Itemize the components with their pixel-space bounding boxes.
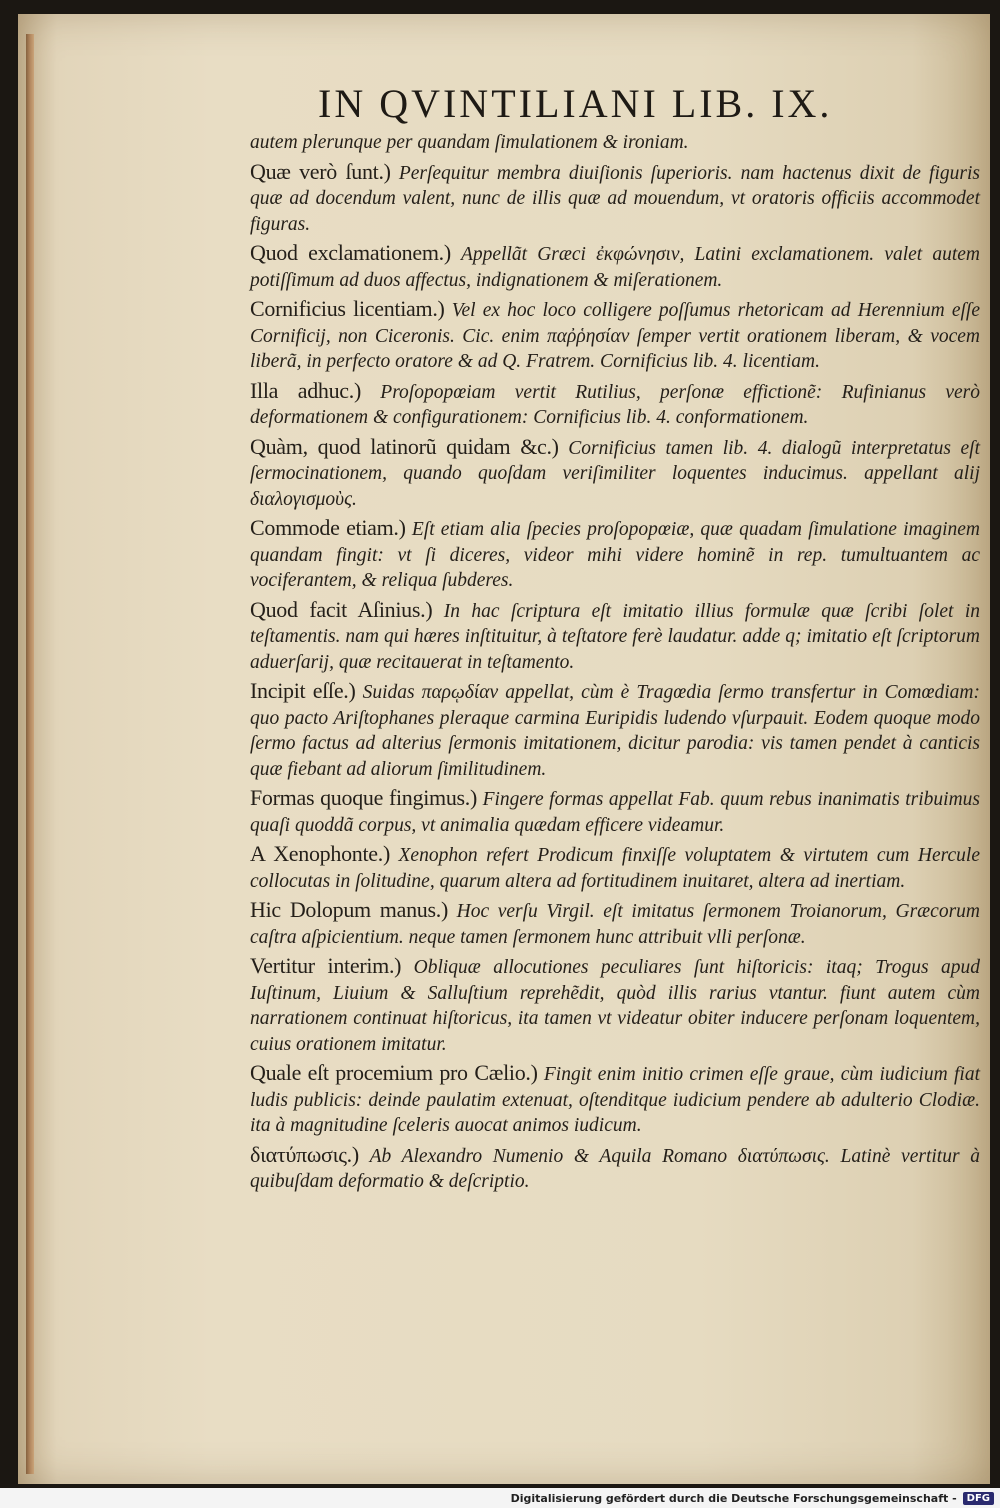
- entry-lemma: Hic Dolopum manus.): [250, 897, 448, 922]
- entry-lemma: διατύπωσις.): [250, 1141, 359, 1167]
- entry-commentary: Suidas παρῳδίαν appellat, cùm è Tragœdia ſermo transfertur in Comœdiam: quo pacto Ariſtophanes pleraque carmina Euripidis ludendo vſurpauit. Eodem quoque modo ſermo factus ad alterius ſermonis imitationem, dicitur parodia: vis tamen pendet à canticis quæ fiebant ad aliorum ſimilitudinem.: [250, 682, 981, 780]
- entry-commentary: Vel ex hoc loco colligere poſſumus rhetoricam ad Herennium eſſe Cornificij, non Ciceronis. Cic. enim παῤῥησίαν ſemper vertit orationem liberam, & vocem liberã, in perfecto oratore & ad Q. Fratrem. Cornificius lib. 4. licentiam.: [250, 300, 981, 372]
- digitization-footer: [0, 1488, 1000, 1508]
- entry-commentary: Ab Alexandro Numenio & Aquila Romano διατύπωσις. Latinè vertitur à quibuſdam deformatio & deſcriptio.: [250, 1145, 980, 1192]
- entry-commentary: Perſequitur membra diuiſionis ſuperioris. nam hactenus dixit de figuris quæ ad docendum valent, nunc de illis quæ ad mouendum, vt oratoris officiis accommodet figuras.: [250, 162, 980, 235]
- entry: [250, 1142, 980, 1195]
- entry: [250, 597, 980, 676]
- entry-lemma: Vertitur interim.): [250, 953, 402, 978]
- entry: [250, 378, 980, 431]
- entry-commentary: Xenophon refert Prodicum finxiſſe voluptatem & virtutem cum Hercule collocutas in ſolitudine, quarum altera ad fortitudinem inuitaret, altera ad inertiam.: [250, 845, 980, 892]
- entry: [250, 785, 980, 838]
- entry-lemma: Cornificius licentiam.): [250, 296, 445, 321]
- continuation-line: autem plerunque per quandam ſimulationem & ironiam.: [250, 132, 689, 153]
- funding-credit: Digitalisierung gefördert durch die Deutsche Forschungsgemeinschaft -: [510, 1491, 957, 1505]
- entry-lemma: Quàm, quod latinorũ quidam &c.): [250, 433, 559, 459]
- entry: [250, 953, 980, 1057]
- entry: [250, 434, 980, 513]
- entry-commentary: Cornificius tamen lib. 4. dialogũ interpretatus eſt ſermocinationem, quando quoſdam veriſimiliter loquentes inducimus. appellant alij διαλογισμοὺς.: [250, 437, 980, 510]
- entry-commentary: Fingere formas appellat Fab. quum rebus inanimatis tribuimus quaſi quoddã corpus, vt animalia quædam efficere videamur.: [250, 789, 981, 836]
- entry-lemma: A Xenophonte.): [250, 841, 390, 866]
- entry: [250, 897, 980, 950]
- running-head: IN QVINTILIANI LIB. IX.: [318, 81, 833, 126]
- entry-commentary: Appellãt Græci ἐκφώνησιν, Latini exclamationem. valet autem potiſſimum ad duos affectus, indignationem & miſerationem.: [250, 244, 980, 291]
- entry-commentary: Proſopopœiam vertit Rutilius, perſonæ effictionẽ: Rufinianus verò deformationem & configurationem: Cornificius lib. 4. conformationem.: [250, 381, 981, 428]
- entry-lemma: Quæ verò ſunt.): [250, 158, 391, 184]
- entry-commentary: Obliquæ allocutiones peculiares ſunt hiſtoricis: itaq; Trogus apud Iuſtinum, Liuium & Salluſtium reprehẽdit, quòd illis rarius vtantur. fiunt autem cùm narrationem continuat hiſtoricus, ita tamen vt videatur obiter inducere perſonam loquentem, cuius orationem imitatur.: [250, 957, 980, 1055]
- dfg-logo: DFG: [963, 1492, 994, 1505]
- entry: [250, 159, 980, 238]
- page-gutter-edge: [26, 34, 34, 1474]
- entry-lemma: Quod facit Aſinius.): [250, 596, 433, 622]
- entry: [250, 240, 980, 293]
- entry-lemma: Commode etiam.): [250, 515, 406, 540]
- entry: [250, 296, 980, 375]
- entry-commentary: Hoc verſu Virgil. eſt imitatus ſermonem Troianorum, Græcorum caſtra aſpicientium. neque tamen ſermonem hunc attribuit vlli perſonæ.: [250, 901, 980, 948]
- entry-lemma: Formas quoque fingimus.): [250, 785, 478, 810]
- entry-commentary: Fingit enim initio crimen eſſe graue, cùm iudicium fiat ludis publicis: deinde paulatim extenuat, oſtenditque iudicium pendere ab adulterio Clodiæ. ita à magnitudine ſceleris auocat animos iudicum.: [250, 1064, 981, 1136]
- entry: [250, 841, 980, 894]
- entry: [250, 1060, 980, 1139]
- entry-lemma: Incipit eſſe.): [250, 678, 356, 703]
- entry-lemma: Illa adhuc.): [250, 377, 361, 403]
- entry: [250, 678, 980, 782]
- entry-lemma: Quale eſt procemium pro Cælio.): [250, 1060, 538, 1085]
- commentary-text: [250, 130, 980, 1198]
- entry-commentary: Eſt etiam alia ſpecies proſopopœiæ, quæ quadam ſimulatione imaginem quandam fingit: vt ſi diceres, videor mihi videre hominẽ in rep. tumultuantem ac vociferantem, & reliqua ſubderes.: [250, 519, 981, 591]
- entry: [250, 515, 980, 594]
- entry-lemma: Quod exclamationem.): [250, 240, 451, 265]
- entry-commentary: In hac ſcriptura eſt imitatio illius formulæ quæ ſcribi ſolet in teſtamentis. nam qui hæres inſtituitur, à teſtatore ferè laudatur. adde q; imitatio eſt ſcriptorum aduerſarij, quæ recitauerat in teſtamento.: [250, 600, 980, 673]
